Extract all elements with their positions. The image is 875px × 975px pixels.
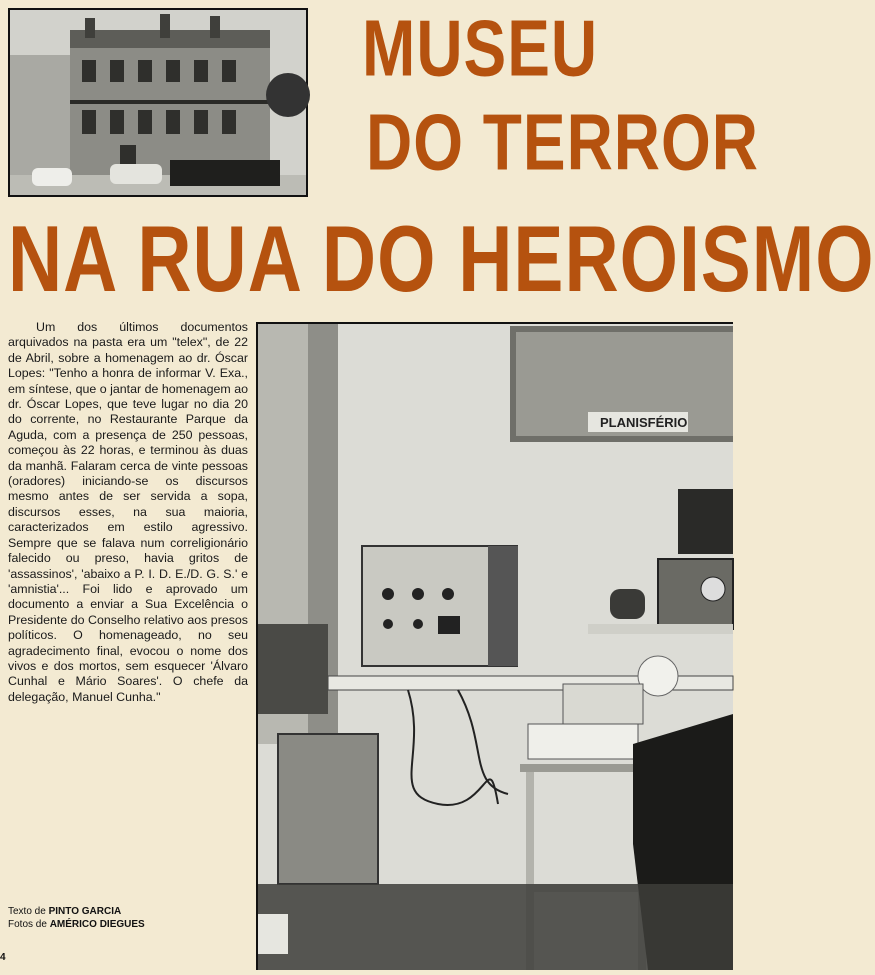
headline-line-3: NA RUA DO HEROISMO	[8, 205, 875, 311]
map-label: PLANISFÉRIO	[600, 415, 688, 430]
radio-room-illustration	[258, 324, 733, 970]
building-illustration	[10, 10, 306, 195]
building-photo	[8, 8, 308, 197]
text-credit-prefix: Texto de	[8, 906, 49, 917]
headline-line-1: MUSEU	[362, 3, 599, 93]
radio-room-photo	[256, 322, 733, 970]
photo-credit-prefix: Fotos de	[8, 919, 50, 930]
headline-line-2: DO TERROR	[366, 97, 759, 187]
text-credit	[8, 906, 121, 917]
text-credit-author: PINTO GARCIA	[48, 906, 122, 917]
article-body: Um dos últimos documentos arquivados na pasta era um "telex", de 22 de Abril, sobre a homenagem ao dr. Óscar Lopes: "Tenho a honra de informar V. Exa., em síntese, que o jantar de homenagem ao dr. Óscar Lopes, que teve lugar no dia 20 do corrente, no Restaurante Parque da Aguda, com a presença de 250 pessoas, começou às 22 horas, e terminou às duas da manhã. Falaram cerca de vinte pessoas (oradores) iniciando-se os discursos mesmo antes de ser servida a sopa, discursos esses, na sua maioria, caracterizados em estilo agressivo. Sempre que se falava num correligionário falecido ou preso, havia gritos de 'assassinos', 'abaixo a P. I. D. E./D. G. S.' e 'amnistia'... Foi lido e aprovado um documento a enviar a Sua Excelência o Presidente do Conselho relativo aos presos políticos. O homenageado, no seu agradecimento final, evocou o nome dos vivos e dos mortos, sem esquecer 'Álvaro Cunhal e Mário Soares'. O chefe da delegação, Manuel Cunha."	[8, 320, 248, 704]
photo-credit-author: AMÉRICO DIEGUES	[49, 919, 145, 930]
page-number: 4	[0, 952, 6, 963]
photo-credit	[8, 919, 145, 930]
